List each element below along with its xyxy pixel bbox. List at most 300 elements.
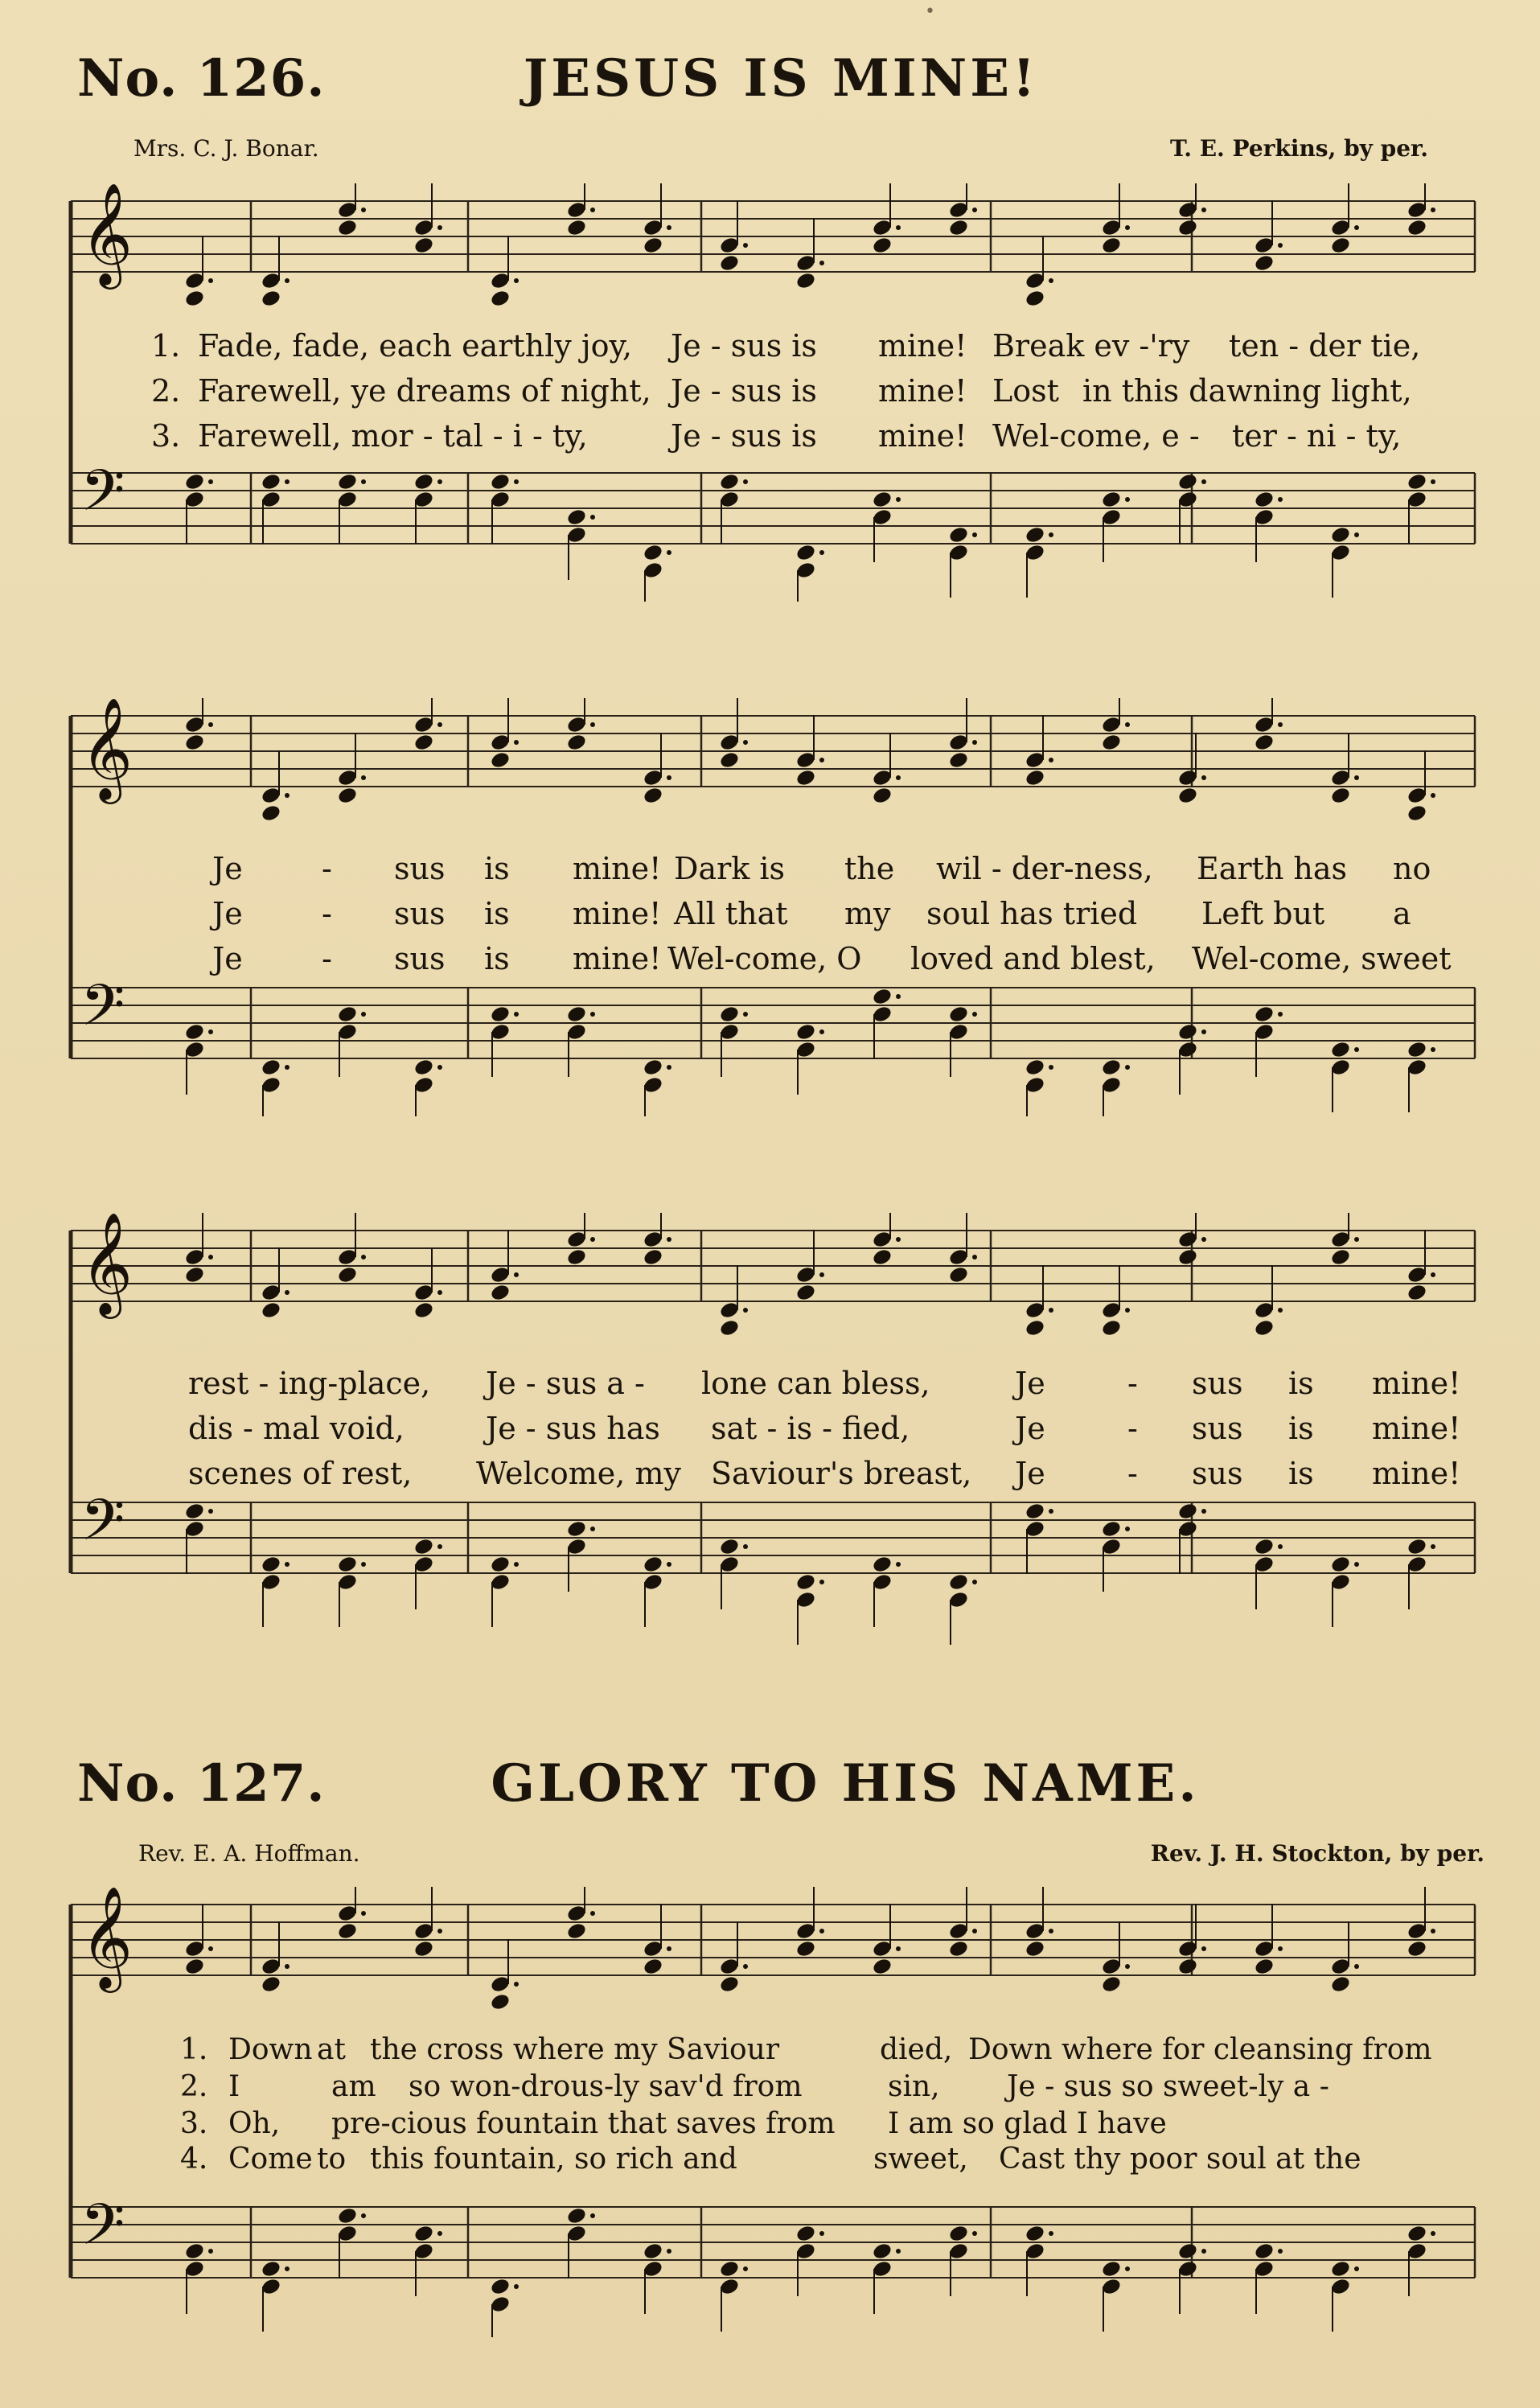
bass-clef-icon: 𝄢 xyxy=(80,1487,125,1568)
dot xyxy=(1201,208,1206,212)
lyric-line: Je - sus is mine! Dark is the wil - der-ness, Earth has no xyxy=(212,851,1431,886)
dot xyxy=(819,758,824,762)
note-head xyxy=(795,543,817,562)
dot xyxy=(1354,1047,1359,1052)
dot xyxy=(437,1065,442,1070)
dot xyxy=(437,1290,442,1295)
note-head xyxy=(1101,1318,1123,1338)
note-head xyxy=(719,1537,741,1556)
hymn-127-system-1 xyxy=(66,1887,1481,2337)
treble-clef-icon: 𝄞 xyxy=(80,183,133,285)
note-head xyxy=(795,271,817,290)
dot xyxy=(285,278,290,283)
dot xyxy=(590,1911,595,1916)
dot xyxy=(285,2266,290,2271)
dot xyxy=(1125,1527,1130,1531)
note-head xyxy=(1025,1939,1046,1958)
dot xyxy=(743,1544,748,1549)
dot xyxy=(361,1562,366,1567)
dot xyxy=(743,1012,748,1017)
dot xyxy=(1049,1929,1053,1933)
dot xyxy=(1278,243,1283,248)
note-head xyxy=(719,2259,741,2279)
dot xyxy=(514,278,519,283)
dot xyxy=(819,2231,824,2236)
note-head xyxy=(1254,2242,1275,2261)
dot xyxy=(590,722,595,727)
note-head xyxy=(1177,472,1199,491)
note-head xyxy=(1407,218,1428,237)
note-head xyxy=(184,2242,206,2261)
dot xyxy=(667,225,671,230)
note-head xyxy=(1177,786,1199,805)
note-head xyxy=(337,1921,359,1941)
dot xyxy=(667,775,671,780)
note-head xyxy=(337,786,359,805)
dot xyxy=(285,479,290,484)
note-head xyxy=(1025,1502,1046,1521)
note-head xyxy=(490,472,511,491)
dot xyxy=(590,1237,595,1242)
dot xyxy=(1201,1237,1206,1242)
note-head xyxy=(719,1318,741,1338)
lyric-line: 2. Farewell, ye dreams of night, Je - sus is mine! Lost in this dawning light, xyxy=(151,373,1412,409)
note-head xyxy=(1177,218,1199,237)
dot xyxy=(285,1290,290,1295)
dot xyxy=(1354,1562,1359,1567)
dot xyxy=(667,2249,671,2254)
dot xyxy=(590,2213,595,2218)
dot xyxy=(1278,2249,1283,2254)
dot xyxy=(667,1562,671,1567)
dot xyxy=(1278,497,1283,502)
dot xyxy=(896,994,901,999)
dot xyxy=(972,1255,977,1259)
note-head xyxy=(719,1974,741,1994)
lyric-line: rest - ing-place, Je - sus a - lone can bless, Je - sus is mine! xyxy=(188,1366,1461,1401)
note-head xyxy=(1177,1957,1199,1976)
dot xyxy=(1125,2266,1130,2271)
note-head xyxy=(566,733,588,752)
note-head xyxy=(261,472,282,491)
dot xyxy=(1125,1308,1130,1313)
note-head xyxy=(1025,1318,1046,1338)
dot xyxy=(667,1237,671,1242)
dot xyxy=(514,1562,519,1567)
dot xyxy=(819,1272,824,1277)
note-head xyxy=(948,750,970,770)
dot xyxy=(896,1946,901,1951)
note-head xyxy=(1025,2224,1046,2243)
dot xyxy=(1049,532,1053,537)
note-head xyxy=(490,1555,511,1574)
lyric-line: scenes of rest, Welcome, my Saviour's breast, Je - sus is mine! xyxy=(188,1456,1461,1491)
note-head xyxy=(184,1502,206,1521)
dot xyxy=(1201,1509,1206,1514)
dot xyxy=(1431,2231,1435,2236)
dot xyxy=(1125,497,1130,502)
dot xyxy=(590,515,595,520)
dot xyxy=(437,1929,442,1933)
staff-lines xyxy=(71,1231,1475,1301)
dot xyxy=(285,793,290,798)
note-head xyxy=(719,472,741,491)
dot xyxy=(1431,1929,1435,1933)
note-head xyxy=(1177,1022,1199,1042)
note-head xyxy=(795,1283,817,1302)
hymn-127-credits xyxy=(77,1840,1485,1872)
dot xyxy=(361,479,366,484)
note-head xyxy=(795,1939,817,1958)
note-head xyxy=(1254,253,1275,273)
page-dot: • xyxy=(925,2,935,22)
dot xyxy=(361,2213,366,2218)
note-head xyxy=(261,1301,282,1320)
note-head xyxy=(490,1005,511,1024)
dot xyxy=(285,1562,290,1567)
note-head xyxy=(872,490,893,509)
staff-lines xyxy=(71,988,1475,1058)
dot xyxy=(208,1946,213,1951)
note-head xyxy=(1025,768,1046,787)
note-head xyxy=(337,472,359,491)
note-head xyxy=(413,1058,435,1077)
note-head xyxy=(413,236,435,255)
dot xyxy=(1049,758,1053,762)
dot xyxy=(1354,225,1359,230)
dot xyxy=(1278,1544,1283,1549)
dot xyxy=(972,208,977,212)
note-head xyxy=(948,1265,970,1284)
lyric-line: 1. Down at the cross where my Saviour died, Down where for cleansing from xyxy=(180,2033,1432,2066)
note-head xyxy=(643,1555,664,1574)
note-head xyxy=(872,786,893,805)
dot xyxy=(1431,1544,1435,1549)
note-head xyxy=(566,2206,588,2225)
dot xyxy=(1201,775,1206,780)
note-head xyxy=(1330,1247,1352,1267)
lyric-line: Je - sus is mine! Wel-come, O loved and blest, Wel-come, sweet xyxy=(212,941,1452,976)
hymn-126-system-1 xyxy=(66,183,1481,602)
dot xyxy=(361,775,366,780)
dot xyxy=(590,1527,595,1531)
dot xyxy=(514,740,519,745)
note-head xyxy=(566,1005,588,1024)
dot xyxy=(437,1544,442,1549)
treble-clef-icon: 𝄞 xyxy=(80,1887,133,1988)
dot xyxy=(1201,1029,1206,1034)
note-head xyxy=(413,1301,435,1320)
note-head xyxy=(566,507,588,527)
note-head xyxy=(337,1555,359,1574)
dot xyxy=(1354,1237,1359,1242)
dot xyxy=(896,2249,901,2254)
note-head xyxy=(872,1247,893,1267)
note-head xyxy=(490,2277,511,2296)
dot xyxy=(1201,479,1206,484)
dot xyxy=(285,1964,290,1969)
note-head xyxy=(795,1022,817,1042)
dot xyxy=(1201,2249,1206,2254)
hymn-title: JESUS IS MINE! xyxy=(523,48,1039,109)
hymn-number: No. 126. xyxy=(77,48,326,109)
note-head xyxy=(413,733,435,752)
dot xyxy=(1278,1012,1283,1017)
hymn-126-system-3 xyxy=(66,1213,1481,1663)
dot xyxy=(208,1509,213,1514)
dot xyxy=(1125,1065,1130,1070)
note-head xyxy=(1177,1247,1199,1267)
dot xyxy=(972,1580,977,1584)
dot xyxy=(819,261,824,265)
note-head xyxy=(1330,525,1352,544)
note-head xyxy=(1330,1974,1352,1994)
dot xyxy=(896,1562,901,1567)
dot xyxy=(1278,722,1283,727)
hymn-number: No. 127. xyxy=(77,1753,326,1814)
dot xyxy=(1049,278,1053,283)
dot xyxy=(590,1012,595,1017)
note-head xyxy=(1407,1537,1428,1556)
hymn-126-header xyxy=(77,48,1485,121)
dot xyxy=(743,479,748,484)
note-head xyxy=(643,543,664,562)
note-head xyxy=(566,218,588,237)
lyric-line: 1. Fade, fade, each earthly joy, Je - sus is mine! Break ev -'ry ten - der tie, xyxy=(151,328,1421,364)
dot xyxy=(208,1029,213,1034)
dot xyxy=(743,740,748,745)
bass-clef-icon: 𝄢 xyxy=(80,972,125,1053)
dot xyxy=(437,722,442,727)
dot xyxy=(1049,1065,1053,1070)
staff-lines xyxy=(71,473,1475,544)
note-head xyxy=(566,1921,588,1941)
dot xyxy=(1354,532,1359,537)
note-head xyxy=(184,289,206,308)
dot xyxy=(743,2266,748,2271)
note-head xyxy=(490,1992,511,2011)
note-head xyxy=(643,1957,664,1976)
dot xyxy=(361,208,366,212)
dot xyxy=(1354,775,1359,780)
dot xyxy=(743,243,748,248)
dot xyxy=(208,722,213,727)
dot xyxy=(1431,1272,1435,1277)
dot xyxy=(972,740,977,745)
note-head xyxy=(261,1555,282,1574)
dot xyxy=(514,1982,519,1987)
dot xyxy=(1049,2231,1053,2236)
note-head xyxy=(490,750,511,770)
dot xyxy=(514,2284,519,2289)
bass-clef-icon: 𝄢 xyxy=(80,458,125,538)
dot xyxy=(819,1580,824,1584)
note-head xyxy=(184,733,206,752)
dot xyxy=(1354,1964,1359,1969)
dot xyxy=(437,479,442,484)
note-head xyxy=(1025,1058,1046,1077)
dot xyxy=(1201,1946,1206,1951)
note-head xyxy=(184,472,206,491)
hymn-126-system-2 xyxy=(66,698,1481,1116)
note-head xyxy=(948,1572,970,1592)
note-head xyxy=(337,2206,359,2225)
dot xyxy=(514,1272,519,1277)
dot xyxy=(896,775,901,780)
lyric-line: Je - sus is mine! All that my soul has tried Left but a xyxy=(212,896,1411,931)
note-head xyxy=(1254,1318,1275,1338)
note-head xyxy=(184,1265,206,1284)
note-head xyxy=(261,2259,282,2279)
note-head xyxy=(490,1283,511,1302)
dot xyxy=(361,1255,366,1259)
dot xyxy=(896,1237,901,1242)
dot xyxy=(743,1308,748,1313)
note-head xyxy=(261,1058,282,1077)
lyric-line: 4. Come to this fountain, so rich and sweet, Cast thy poor soul at the xyxy=(180,2143,1361,2176)
note-head xyxy=(872,1555,893,1574)
note-head xyxy=(948,1005,970,1024)
dot xyxy=(1431,1047,1435,1052)
lyric-line: 3. Farewell, mor - tal - i - ty, Je - sus is mine! Wel-come, e - ter - ni - ty, xyxy=(151,418,1402,454)
note-head xyxy=(1254,490,1275,509)
dot xyxy=(667,1946,671,1951)
lyric-line: dis - mal void, Je - sus has sat - is - fied, Je - sus is mine! xyxy=(188,1411,1461,1446)
lyric-line: 2. I am so won-drous-ly sav'd from sin, Je - sus so sweet-ly a - xyxy=(180,2070,1329,2103)
dot xyxy=(437,2231,442,2236)
note-head xyxy=(261,289,282,308)
note-head xyxy=(1330,1555,1352,1574)
note-head xyxy=(1407,2224,1428,2243)
note-head xyxy=(1407,1939,1428,1958)
dot xyxy=(972,1929,977,1933)
note-head xyxy=(1407,472,1428,491)
note-head xyxy=(1177,2242,1199,2261)
note-head xyxy=(795,768,817,787)
note-head xyxy=(1407,803,1428,823)
note-head xyxy=(719,253,741,273)
treble-clef-icon: 𝄞 xyxy=(80,698,133,799)
note-head xyxy=(1330,786,1352,805)
dot xyxy=(1431,479,1435,484)
treble-clef-icon: 𝄞 xyxy=(80,1213,133,1314)
dot xyxy=(437,225,442,230)
note-head xyxy=(1330,2259,1352,2279)
dot xyxy=(1049,1509,1053,1514)
dot xyxy=(1431,793,1435,798)
note-head xyxy=(795,1572,817,1592)
dot xyxy=(1431,208,1435,212)
note-head xyxy=(1407,1040,1428,1059)
note-head xyxy=(1407,1283,1428,1302)
note-head xyxy=(1254,733,1275,752)
note-head xyxy=(1101,733,1123,752)
note-head xyxy=(643,2242,664,2261)
dot xyxy=(285,1065,290,1070)
note-head xyxy=(1101,1519,1123,1539)
dot xyxy=(1354,2266,1359,2271)
note-head xyxy=(948,218,970,237)
note-head xyxy=(413,1939,435,1958)
note-head xyxy=(490,289,511,308)
author-credit: Rev. E. A. Hoffman. xyxy=(138,1840,360,1867)
hymn-126-credits xyxy=(77,135,1428,167)
note-head xyxy=(261,803,282,823)
note-head xyxy=(1101,1058,1123,1077)
dot xyxy=(1049,1308,1053,1313)
dot xyxy=(208,2249,213,2254)
note-head xyxy=(184,1022,206,1042)
dot xyxy=(1278,1308,1283,1313)
note-head xyxy=(413,2224,435,2243)
dot xyxy=(972,2231,977,2236)
dot xyxy=(1125,1964,1130,1969)
dot xyxy=(514,1012,519,1017)
dot xyxy=(208,479,213,484)
note-head xyxy=(643,1058,664,1077)
note-head xyxy=(643,1247,664,1267)
note-head xyxy=(413,1537,435,1556)
note-head xyxy=(643,786,664,805)
note-head xyxy=(337,218,359,237)
note-head xyxy=(413,472,435,491)
dot xyxy=(972,1012,977,1017)
author-credit: Mrs. C. J. Bonar. xyxy=(133,135,319,162)
dot xyxy=(819,1029,824,1034)
dot xyxy=(667,1065,671,1070)
dot xyxy=(361,1012,366,1017)
note-head xyxy=(872,1957,893,1976)
note-head xyxy=(872,236,893,255)
dot xyxy=(972,532,977,537)
note-head xyxy=(566,1247,588,1267)
dot xyxy=(743,1964,748,1969)
dot xyxy=(667,550,671,555)
note-head xyxy=(872,2242,893,2261)
note-head xyxy=(1101,1974,1123,1994)
note-head xyxy=(184,1957,206,1976)
note-head xyxy=(261,1974,282,1994)
composer-credit: Rev. J. H. Stockton, by per. xyxy=(1150,1840,1485,1867)
note-head xyxy=(872,987,893,1006)
note-head xyxy=(337,1005,359,1024)
note-head xyxy=(1254,1537,1275,1556)
note-head xyxy=(1330,1040,1352,1059)
note-head xyxy=(566,1519,588,1539)
dot xyxy=(590,208,595,212)
note-head xyxy=(948,2224,970,2243)
dot xyxy=(208,1255,213,1259)
dot xyxy=(1125,225,1130,230)
note-head xyxy=(948,1939,970,1958)
hymn-127-header xyxy=(77,1753,1485,1826)
note-head xyxy=(1101,490,1123,509)
note-head xyxy=(948,525,970,544)
hymn-title: GLORY TO HIS NAME. xyxy=(491,1753,1200,1814)
note-head xyxy=(1254,1005,1275,1024)
dot xyxy=(819,1929,824,1933)
note-head xyxy=(1025,289,1046,308)
note-head xyxy=(337,1265,359,1284)
dot xyxy=(1278,1946,1283,1951)
note-head xyxy=(1025,525,1046,544)
dot xyxy=(208,278,213,283)
note-head xyxy=(1254,1957,1275,1976)
note-head xyxy=(1101,236,1123,255)
note-head xyxy=(719,1005,741,1024)
dot xyxy=(896,225,901,230)
note-head xyxy=(1177,1502,1199,1521)
